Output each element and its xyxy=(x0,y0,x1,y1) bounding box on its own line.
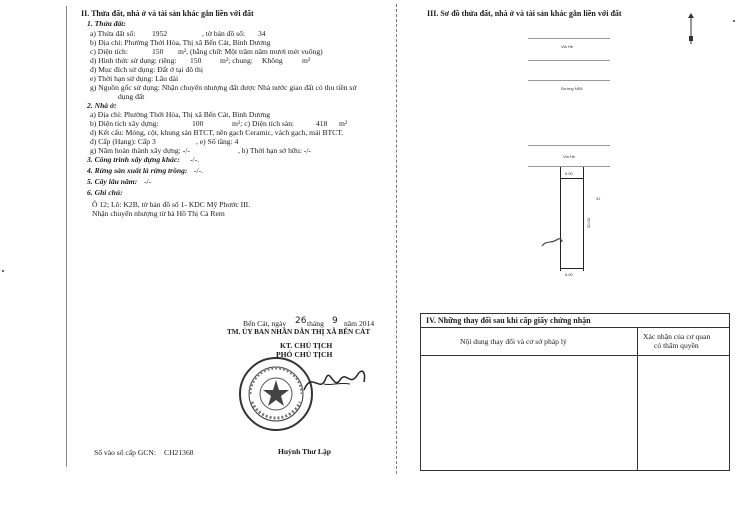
house-grade: đ) Cấp (Hạng): Cấp 3 xyxy=(90,137,156,146)
notes-heading: 6. Ghi chú: xyxy=(87,188,123,197)
land-address: b) Địa chỉ: Phường Thới Hòa, Thị xã Bến Cát, Bình Dương xyxy=(90,38,271,47)
changes-col-confirm-header-1: Xác nhận của cơ quan xyxy=(643,332,711,341)
usage-common-unit: m² xyxy=(302,56,311,65)
signer-name: Huỳnh Thư Lập xyxy=(278,447,331,456)
forest-value: -/-. xyxy=(194,166,204,175)
signature-icon xyxy=(300,360,370,400)
land-origin: g) Nguồn gốc sử dụng: Nhận chuyển nhượng đất được Nhà nước giao đất có thu tiền sử xyxy=(90,83,357,92)
build-area-value: 100 xyxy=(192,119,204,128)
map-line xyxy=(528,80,610,81)
house-completion-year: g) Năm hoàn thành xây dựng: -/- xyxy=(90,146,190,155)
section-4-title: IV. Những thay đổi sau khi cấp giấy chứng nhận xyxy=(426,316,591,325)
on-behalf-chairman: KT. CHỦ TỊCH xyxy=(280,341,333,350)
house-floors: , e) Số tầng: 4 xyxy=(196,137,239,146)
land-heading: 1. Thửa đất: xyxy=(87,19,126,28)
changes-table-header-line xyxy=(420,327,730,328)
map-line xyxy=(528,145,610,146)
perennial-heading: 5. Cây lâu năm: xyxy=(87,177,138,186)
cert-number-value: CH21368 xyxy=(164,448,194,457)
parcel-edge-bottom xyxy=(560,268,584,269)
parcel-width-top: 5.00 xyxy=(565,171,573,176)
parcel-edge-left xyxy=(560,167,561,271)
issue-date-month: 9 xyxy=(332,316,338,326)
changes-table-column-divider xyxy=(637,327,638,470)
land-parcel-label: a) Thửa đất số: xyxy=(90,29,136,38)
north-arrow-icon xyxy=(686,12,696,46)
issue-date-year: năm 2014 xyxy=(344,319,375,328)
usage-common-label: m²; chung: xyxy=(220,56,253,65)
vice-chairman-title: PHÓ CHỦ TỊCH xyxy=(276,350,333,359)
usage-common-value: Không xyxy=(262,56,283,65)
stamp-mark-icon xyxy=(540,236,564,248)
land-area-text: m², (bằng chữ: Một trăm năm mươi mét vuông) xyxy=(178,47,323,56)
usage-private-value: 150 xyxy=(190,56,202,65)
changes-table-header-bottom xyxy=(420,355,730,356)
other-works-heading: 3. Công trình xây dựng khác: xyxy=(87,155,180,164)
other-works-value: -/-. xyxy=(190,155,200,164)
map-label-sidewalk-2: Vỉa Hè xyxy=(563,154,576,159)
map-sheet-value: 34 xyxy=(258,29,266,38)
center-divider xyxy=(396,4,397,474)
floor-area-value: 418 xyxy=(316,119,328,128)
parcel-width-bottom: 5.00 xyxy=(565,272,573,277)
map-line xyxy=(528,60,610,61)
land-area-value: 150 xyxy=(152,47,164,56)
land-purpose: đ) Mục đích sử dụng: Đất ở tại đô thị xyxy=(90,65,203,74)
note-line-1: Ô 12; Lô: K2B, tờ bản đồ số 1- KDC Mỹ Phước III. xyxy=(92,200,251,209)
house-structure: d) Kết cấu: Móng, cột, khung sàn BTCT, nền gạch Ceramic, vách gạch, mái BTCT. xyxy=(90,128,344,137)
section-2-title: II. Thửa đất, nhà ở và tài sản khác gắn liền với đất xyxy=(81,9,254,18)
floor-area-unit: m² xyxy=(339,119,348,128)
house-heading: 2. Nhà ở: xyxy=(87,101,117,110)
scan-speck xyxy=(733,20,735,22)
house-ownership-term: , h) Thời hạn sở hữu: -/- xyxy=(238,146,311,155)
forest-heading: 4. Rừng sản xuất là rừng trồng: xyxy=(87,166,188,175)
land-area-label: c) Diện tích: xyxy=(90,47,128,56)
parcel-length: 30.00 xyxy=(586,218,591,229)
issue-date-day: 26 xyxy=(295,316,307,326)
issue-date-prefix: Bến Cát, ngày xyxy=(243,319,287,328)
cert-number-label: Số vào sổ cấp GCN: xyxy=(94,448,157,457)
usage-form-label: d) Hình thức sử dụng: riêng: xyxy=(90,56,177,65)
floor-area-label: m²; c) Diện tích sàn: xyxy=(232,119,295,128)
changes-col-content-header: Nội dung thay đổi và cơ sở pháp lý xyxy=(460,337,567,346)
house-address: a) Địa chỉ: Phường Thới Hòa, Thị xã Bến Cát, Bình Dương xyxy=(90,110,271,119)
map-line xyxy=(528,38,610,39)
map-sheet-label: , tờ bản đồ số: xyxy=(202,29,246,38)
parcel-edge-right xyxy=(583,167,584,271)
scan-speck xyxy=(2,270,4,272)
map-label-sidewalk-1: Vỉa Hè xyxy=(561,44,574,49)
parcel-edge-top xyxy=(560,178,584,179)
land-origin-cont: dụng đất xyxy=(118,92,145,101)
note-line-2: Nhận chuyển nhượng từ bà Hồ Thị Cà Rem xyxy=(92,209,225,218)
perennial-value: -/- xyxy=(144,177,152,186)
land-parcel-value: 1952 xyxy=(152,29,168,38)
section-3-title: III. Sơ đồ thửa đất, nhà ở và tài sản khác gắn liền với đất xyxy=(427,9,622,18)
map-label-road: Đường NE8 xyxy=(561,86,583,91)
issuing-org: TM. ỦY BAN NHÂN DÂN THỊ XÃ BẾN CÁT xyxy=(227,328,371,336)
map-line xyxy=(528,166,610,167)
issue-date-month-label: tháng xyxy=(307,319,324,328)
build-area-label: b) Diện tích xây dựng: xyxy=(90,119,159,128)
changes-col-confirm-header-2: có thẩm quyền xyxy=(654,341,699,350)
land-term: e) Thời hạn sử dụng: Lâu dài xyxy=(90,74,179,83)
parcel-neighbor-number: 31 xyxy=(596,196,601,201)
